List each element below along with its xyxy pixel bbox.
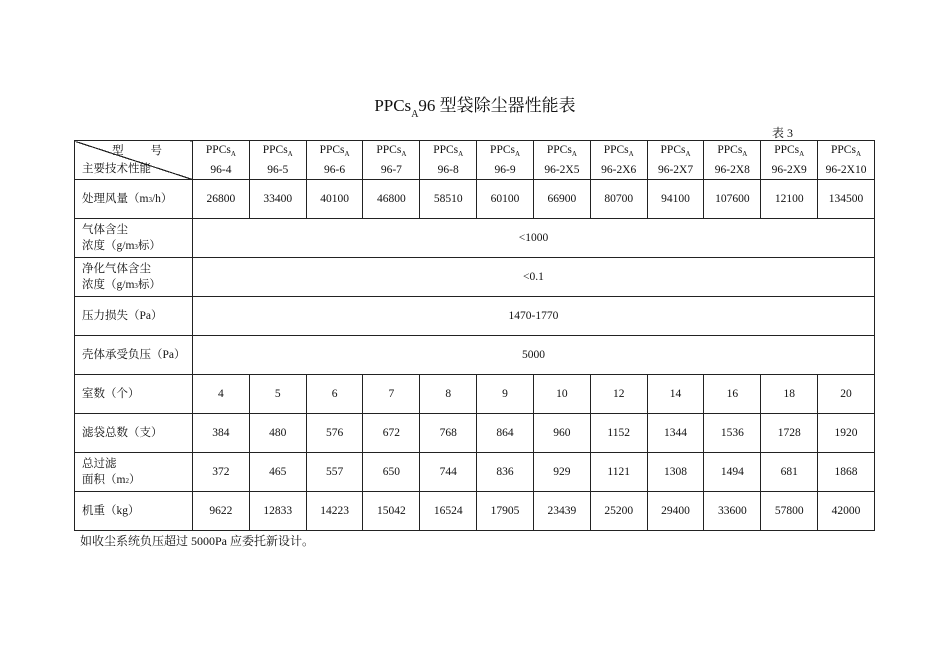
- value-cell: 576: [306, 414, 363, 453]
- value-cell: 1536: [704, 414, 761, 453]
- model-subscript: A: [628, 150, 634, 158]
- value-cell: 134500: [818, 180, 875, 219]
- value-cell: 1344: [647, 414, 704, 453]
- value-cell: 1121: [590, 453, 647, 492]
- value-cell: 1308: [647, 453, 704, 492]
- model-subscript: A: [685, 150, 691, 158]
- model-header-cell: [647, 141, 704, 180]
- model-prefix: PPCs: [831, 144, 856, 156]
- model-number: 96-9: [494, 164, 516, 176]
- value-cell: 66900: [533, 180, 590, 219]
- table-number: 表 3: [772, 126, 794, 140]
- model-prefix: PPCs: [376, 144, 402, 156]
- model-prefix: PPCs: [262, 144, 288, 156]
- corner-model-label: 型 号: [112, 145, 174, 157]
- row-bags: [75, 414, 875, 453]
- value-cell: 4: [193, 375, 250, 414]
- model-header-cell: [306, 141, 363, 180]
- value-cell: 372: [193, 453, 250, 492]
- value-cell: 23439: [533, 492, 590, 531]
- value-cell: 80700: [590, 180, 647, 219]
- value-cell: 107600: [704, 180, 761, 219]
- model-header-cell: [477, 141, 534, 180]
- row-label: 滤袋总数（支）: [75, 414, 193, 453]
- value-cell: 672: [363, 414, 420, 453]
- value-cell: 42000: [818, 492, 875, 531]
- value-cell: 40100: [306, 180, 363, 219]
- value-cell: 16524: [420, 492, 477, 531]
- value-cell: 12100: [761, 180, 818, 219]
- model-prefix: PPCs: [490, 144, 515, 156]
- footnote: 如收尘系统负压超过 5000Pa 应委托新设计。: [80, 534, 315, 548]
- value-cell: 465: [249, 453, 306, 492]
- model-number: 96-2X8: [714, 164, 750, 176]
- header-corner-cell: [75, 141, 193, 180]
- value-cell: 16: [704, 375, 761, 414]
- value-cell: 26800: [193, 180, 250, 219]
- model-header-cell: [249, 141, 306, 180]
- row-airflow: [75, 180, 875, 219]
- value-cell: 1920: [818, 414, 875, 453]
- value-cell: 94100: [647, 180, 704, 219]
- value-cell: 18: [761, 375, 818, 414]
- model-subscript: A: [514, 150, 521, 158]
- model-prefix: PPCs: [603, 144, 629, 156]
- value-cell: 7: [363, 375, 420, 414]
- model-number: 96-5: [267, 164, 289, 176]
- value-cell: 60100: [477, 180, 534, 219]
- model-number: 96-2X9: [771, 164, 807, 176]
- value-cell: 744: [420, 453, 477, 492]
- model-header-cell: [761, 141, 818, 180]
- row-outlet-dust: [75, 258, 875, 297]
- model-number: 96-7: [380, 164, 402, 176]
- row-pressure-loss: [75, 297, 875, 336]
- row-shell-pressure: [75, 336, 875, 375]
- model-number: 96-6: [324, 164, 346, 176]
- row-chambers: [75, 375, 875, 414]
- value-cell: 557: [306, 453, 363, 492]
- value-cell: 864: [477, 414, 534, 453]
- value-cell: 1728: [761, 414, 818, 453]
- value-cell: 25200: [590, 492, 647, 531]
- value-cell: 14223: [306, 492, 363, 531]
- model-header-cell: [420, 141, 477, 180]
- model-prefix: PPCs: [205, 144, 231, 156]
- value-cell: 46800: [363, 180, 420, 219]
- model-subscript: A: [742, 150, 748, 158]
- value-cell: 12: [590, 375, 647, 414]
- model-header-cell: [363, 141, 420, 180]
- merged-value-cell: 1470-1770: [193, 297, 875, 336]
- value-cell: 57800: [761, 492, 818, 531]
- value-cell: 17905: [477, 492, 534, 531]
- merged-value-cell: <1000: [193, 219, 875, 258]
- value-cell: 20: [818, 375, 875, 414]
- value-cell: 1868: [818, 453, 875, 492]
- row-label: 室数（个）: [75, 375, 193, 414]
- row-label: 处理风量（m3/h）: [75, 180, 193, 219]
- model-prefix: PPCs: [660, 144, 686, 156]
- model-number: 96-4: [210, 164, 232, 176]
- value-cell: 384: [193, 414, 250, 453]
- model-subscript: A: [799, 150, 805, 158]
- row-label: 净化气体含尘 浓度（g/m3标）: [75, 258, 193, 297]
- value-cell: 836: [477, 453, 534, 492]
- value-cell: 681: [761, 453, 818, 492]
- model-subscript: A: [855, 150, 862, 158]
- value-cell: 5: [249, 375, 306, 414]
- row-label: 气体含尘 浓度（g/m3标）: [75, 219, 193, 258]
- model-number: 96-2X7: [657, 164, 694, 176]
- value-cell: 6: [306, 375, 363, 414]
- model-number: 96-8: [437, 164, 459, 176]
- value-cell: 33400: [249, 180, 306, 219]
- model-subscript: A: [287, 150, 293, 158]
- row-label: 壳体承受负压（Pa）: [75, 336, 193, 375]
- model-header-cell: [704, 141, 761, 180]
- model-prefix: PPCs: [717, 144, 743, 156]
- value-cell: 9: [477, 375, 534, 414]
- model-subscript: A: [344, 150, 350, 158]
- page-title: PPCs$_A$96 型袋除尘器性能表: [374, 96, 576, 120]
- value-cell: 9622: [193, 492, 250, 531]
- row-weight: [75, 492, 875, 531]
- row-filter-area: [75, 453, 875, 492]
- row-label: 机重（kg）: [75, 492, 193, 531]
- model-header-cell: [818, 141, 875, 180]
- value-cell: 29400: [647, 492, 704, 531]
- value-cell: 33600: [704, 492, 761, 531]
- performance-table: [74, 140, 875, 531]
- model-header-cell: [590, 141, 647, 180]
- value-cell: 1152: [590, 414, 647, 453]
- value-cell: 480: [249, 414, 306, 453]
- row-label: 总过滤 面积（m2）: [75, 453, 193, 492]
- row-label: 压力损失（Pa）: [75, 297, 193, 336]
- model-header-cell: [533, 141, 590, 180]
- value-cell: 768: [420, 414, 477, 453]
- model-header-cell: [193, 141, 250, 180]
- model-subscript: A: [230, 150, 236, 158]
- model-prefix: PPCs: [319, 144, 345, 156]
- model-prefix: PPCs: [546, 144, 572, 156]
- row-inlet-dust: [75, 219, 875, 258]
- value-cell: 8: [420, 375, 477, 414]
- value-cell: 960: [533, 414, 590, 453]
- value-cell: 650: [363, 453, 420, 492]
- model-prefix: PPCs: [774, 144, 800, 156]
- corner-spec-label: 主要技术性能: [82, 163, 151, 175]
- model-number: 96-2X10: [825, 164, 867, 176]
- model-number: 96-2X5: [544, 164, 580, 176]
- value-cell: 929: [533, 453, 590, 492]
- merged-value-cell: <0.1: [193, 258, 875, 297]
- header-row: [75, 141, 875, 180]
- model-subscript: A: [401, 150, 407, 158]
- model-subscript: A: [458, 150, 464, 158]
- value-cell: 14: [647, 375, 704, 414]
- value-cell: 10: [533, 375, 590, 414]
- merged-value-cell: 5000: [193, 336, 875, 375]
- value-cell: 1494: [704, 453, 761, 492]
- model-prefix: PPCs: [433, 144, 459, 156]
- value-cell: 15042: [363, 492, 420, 531]
- model-number: 96-2X6: [601, 164, 637, 176]
- model-subscript: A: [571, 150, 577, 158]
- value-cell: 58510: [420, 180, 477, 219]
- value-cell: 12833: [249, 492, 306, 531]
